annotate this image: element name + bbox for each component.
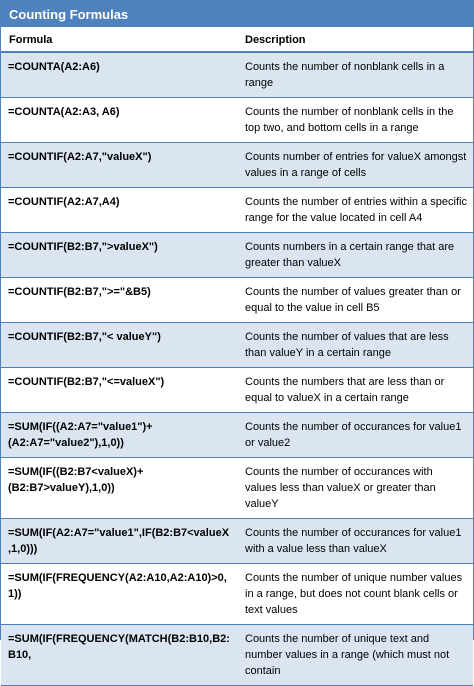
- description-cell: Counts the number of values greater than or equal to the value in cell B5: [237, 278, 473, 323]
- table-row: [1, 413, 473, 458]
- description-cell: Counts the number of unique number values in a range, but does not count blank cells or text values: [237, 564, 473, 625]
- description-cell: Counts the number of occurances with values less than valueX or greater than valueY: [237, 458, 473, 519]
- formula-cell: =COUNTIF(A2:A7,A4): [1, 188, 237, 233]
- formula-cell: =COUNTA(A2:A6): [1, 52, 237, 98]
- table-row: [1, 188, 473, 233]
- description-cell: Counts the number of unique text and number values in a range (which must not contain: [237, 625, 473, 686]
- formula-cell: =SUM(IF((A2:A7="value1")+(A2:A7="value2"),1,0)): [1, 413, 237, 458]
- description-cell: Counts the number of occurances for value1 with a value less than valueX: [237, 519, 473, 564]
- table-row: [1, 519, 473, 564]
- formula-cell: =COUNTIF(A2:A7,"valueX"): [1, 143, 237, 188]
- formula-cell: =COUNTIF(B2:B7,"<=valueX"): [1, 368, 237, 413]
- description-cell: Counts numbers in a certain range that are greater than valueX: [237, 233, 473, 278]
- table-row: [1, 52, 473, 98]
- description-cell: Counts the number of nonblank cells in the top two, and bottom cells in a range: [237, 98, 473, 143]
- table-row: [1, 323, 473, 368]
- description-column-header: Description: [237, 28, 473, 53]
- description-cell: Counts the number of occurances for value1 or value2: [237, 413, 473, 458]
- description-cell: Counts number of entries for valueX amongst values in a range of cells: [237, 143, 473, 188]
- formula-column-header: Formula: [1, 28, 237, 53]
- description-cell: Counts the number of values that are less than valueY in a certain range: [237, 323, 473, 368]
- formula-cell: =SUM(IF(A2:A7="value1",IF(B2:B7<valueX,1,0))): [1, 519, 237, 564]
- table-row: [1, 233, 473, 278]
- description-cell: Counts the number of nonblank cells in a range: [237, 52, 473, 98]
- table-row: [1, 368, 473, 413]
- formula-cell: =SUM(IF(FREQUENCY(MATCH(B2:B10,B2:B10,: [1, 625, 237, 686]
- formula-cell: =COUNTIF(B2:B7,">="&B5): [1, 278, 237, 323]
- formula-cell: =SUM(IF(FREQUENCY(A2:A10,A2:A10)>0,1)): [1, 564, 237, 625]
- formula-cell: =COUNTIF(B2:B7,">valueX"): [1, 233, 237, 278]
- description-cell: Counts the numbers that are less than or equal to valueX in a certain range: [237, 368, 473, 413]
- table-title-row: [1, 1, 473, 28]
- table-title: Counting Formulas: [1, 1, 473, 28]
- formula-cell: =COUNTA(A2:A3, A6): [1, 98, 237, 143]
- table-row: [1, 564, 473, 625]
- column-header-row: [1, 28, 473, 53]
- table-row: [1, 98, 473, 143]
- table-row: [1, 458, 473, 519]
- description-cell: Counts the number of entries within a specific range for the value located in cell A4: [237, 188, 473, 233]
- formula-cell: =COUNTIF(B2:B7,"< valueY"): [1, 323, 237, 368]
- table-body: [1, 52, 473, 686]
- table-row: [1, 143, 473, 188]
- table-row: [1, 625, 473, 686]
- counting-formulas-table: [1, 1, 473, 686]
- formula-cell: =SUM(IF((B2:B7<valueX)+(B2:B7>valueY),1,0)): [1, 458, 237, 519]
- table-row: [1, 278, 473, 323]
